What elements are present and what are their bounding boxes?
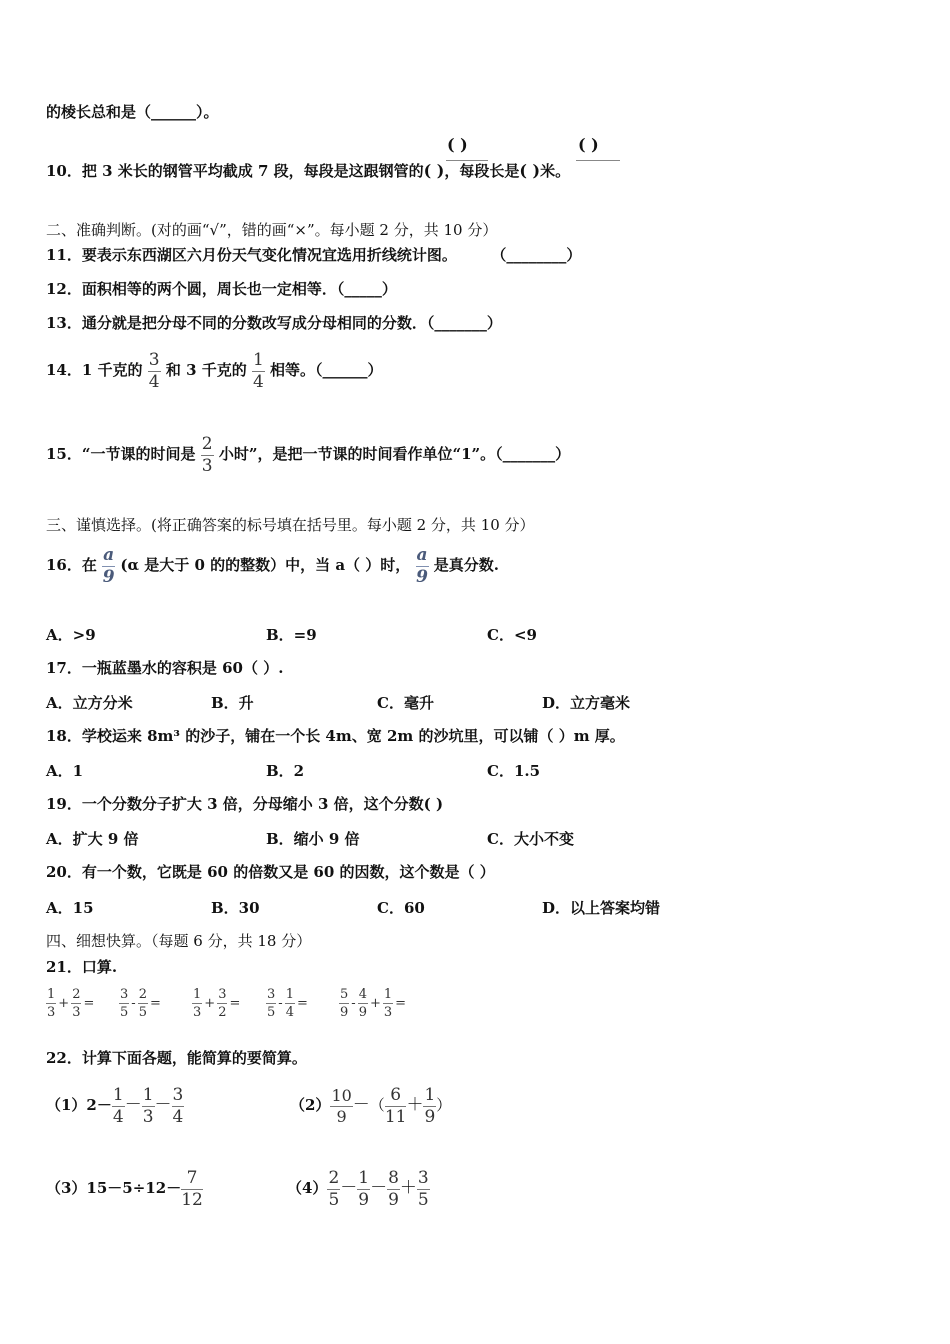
q18-option-b[interactable]: B．2 [266,762,305,780]
q22: 22．计算下面各题，能简算的要简算。 [46,1049,307,1067]
q16-option-c[interactable]: C．<9 [487,626,537,644]
q10-blank1-top: ( ) [447,135,468,154]
q10-line: 10．把 3 米长的钢管平均截成 7 段，每段是这跟钢管的( )，每段长是( )米。 [46,161,571,180]
q16: 16．在 $\frac{a}{9}$ (α 是大于 0 的的整数）中，当 a（ ）时， $\frac{a}{9}$ 是真分数. [46,544,499,587]
q19-option-a[interactable]: A．扩大 9 倍 [46,830,139,848]
q15-fraction-2-3: $\frac{2}{3}$ [201,433,213,476]
q16-option-a[interactable]: A．>9 [46,626,96,644]
q16-fraction-a-9-second: $\frac{a}{9}$ [416,544,428,587]
q21-expr-2: $\frac{3}{5}$ - $\frac{2}{5}$ = [120,987,161,1020]
q21-expr-4: $\frac{3}{5}$ - $\frac{1}{4}$ = [267,987,308,1020]
q17-option-c[interactable]: C．毫升 [377,694,434,712]
q14: 14．1 千克的 $\frac{3}{4}$ 和 3 千克的 $\frac{1}{4}$ 相等。（______） [46,349,383,392]
q16-fraction-a-9: $\frac{a}{9}$ [102,544,115,587]
q10-blank2-top: ( ) [578,135,599,154]
q21-expr-3: $\frac{1}{3}$ + $\frac{3}{2}$ = [193,987,241,1020]
section2-title: 二、准确判断。(对的画“√”，错的画“×”。每小题 2 分，共 10 分） [46,221,498,239]
q16-option-b[interactable]: B．=9 [266,626,317,644]
q20: 20．有一个数，它既是 60 的倍数又是 60 的因数，这个数是（ ） [46,863,495,881]
q19: 19．一个分数分子扩大 3 倍，分母缩小 3 倍，这个分数( ) [46,795,444,813]
q17-option-a[interactable]: A．立方分米 [46,694,133,712]
q11: 11．要表示东西湖区六月份天气变化情况宜选用折线统计图。 （________） [46,246,582,264]
q19-option-b[interactable]: B．缩小 9 倍 [266,830,360,848]
q21-expr-5: $\frac{5}{9}$ - $\frac{4}{9}$ + $\frac{1}{3}$ = [340,987,407,1020]
q20-option-d[interactable]: D．以上答案均错 [542,899,661,917]
q20-option-a[interactable]: A．15 [46,899,94,917]
q15: 15．“一节课的时间是 $\frac{2}{3}$ 小时”，是把一节课的时间看作单位“1”。（_______） [46,433,571,476]
q18-option-c[interactable]: C．1.5 [487,762,541,780]
q22-part-1: （1）2－ $\frac{1}{4}$ － $\frac{1}{3}$ － $\frac{3}{4}$ [46,1084,184,1127]
q17: 17．一瓶蓝墨水的容积是 60（ ）. [46,659,284,677]
q21-expr-1: $\frac{1}{3}$ + $\frac{2}{3}$ = [47,987,95,1020]
q20-option-b[interactable]: B．30 [211,899,260,917]
q17-option-b[interactable]: B．升 [211,694,254,712]
q20-option-c[interactable]: C．60 [377,899,425,917]
q22-part-2: （2） $\frac{10}{9}$ －（ $\frac{6}{11}$ ＋ $\frac{1}{9}$ ） [290,1084,452,1127]
q19-option-c[interactable]: C．大小不变 [487,830,574,848]
q22-part-3: （3）15－5÷12－ $\frac{7}{12}$ [46,1167,203,1210]
section4-title: 四、细想快算。（每题 6 分，共 18 分） [46,932,312,950]
q9-tail: 的棱长总和是（______）。 [46,103,219,121]
q18: 18．学校运来 8m³ 的沙子，铺在一个长 4m、宽 2m 的沙坑里，可以铺（ ）m 厚。 [46,727,625,745]
q18-option-a[interactable]: A．1 [46,762,84,780]
q12: 12．面积相等的两个圆，周长也一定相等．（_____） [46,280,397,298]
q14-fraction-1-4: $\frac{1}{4}$ [252,349,264,392]
q21: 21．口算. [46,958,118,976]
q22-part-4: （4） $\frac{2}{5}$ － $\frac{1}{9}$ － $\frac{8}{9}$ ＋ $\frac{3}{5}$ [287,1167,429,1210]
q14-fraction-3-4: $\frac{3}{4}$ [148,349,160,392]
q10-blank2-line [576,160,620,161]
q13: 13．通分就是把分母不同的分数改写成分母相同的分数．（_______） [46,314,502,332]
section3-title: 三、谨慎选择。(将正确答案的标号填在括号里。每小题 2 分，共 10 分） [46,516,535,534]
q17-option-d[interactable]: D．立方毫米 [542,694,631,712]
